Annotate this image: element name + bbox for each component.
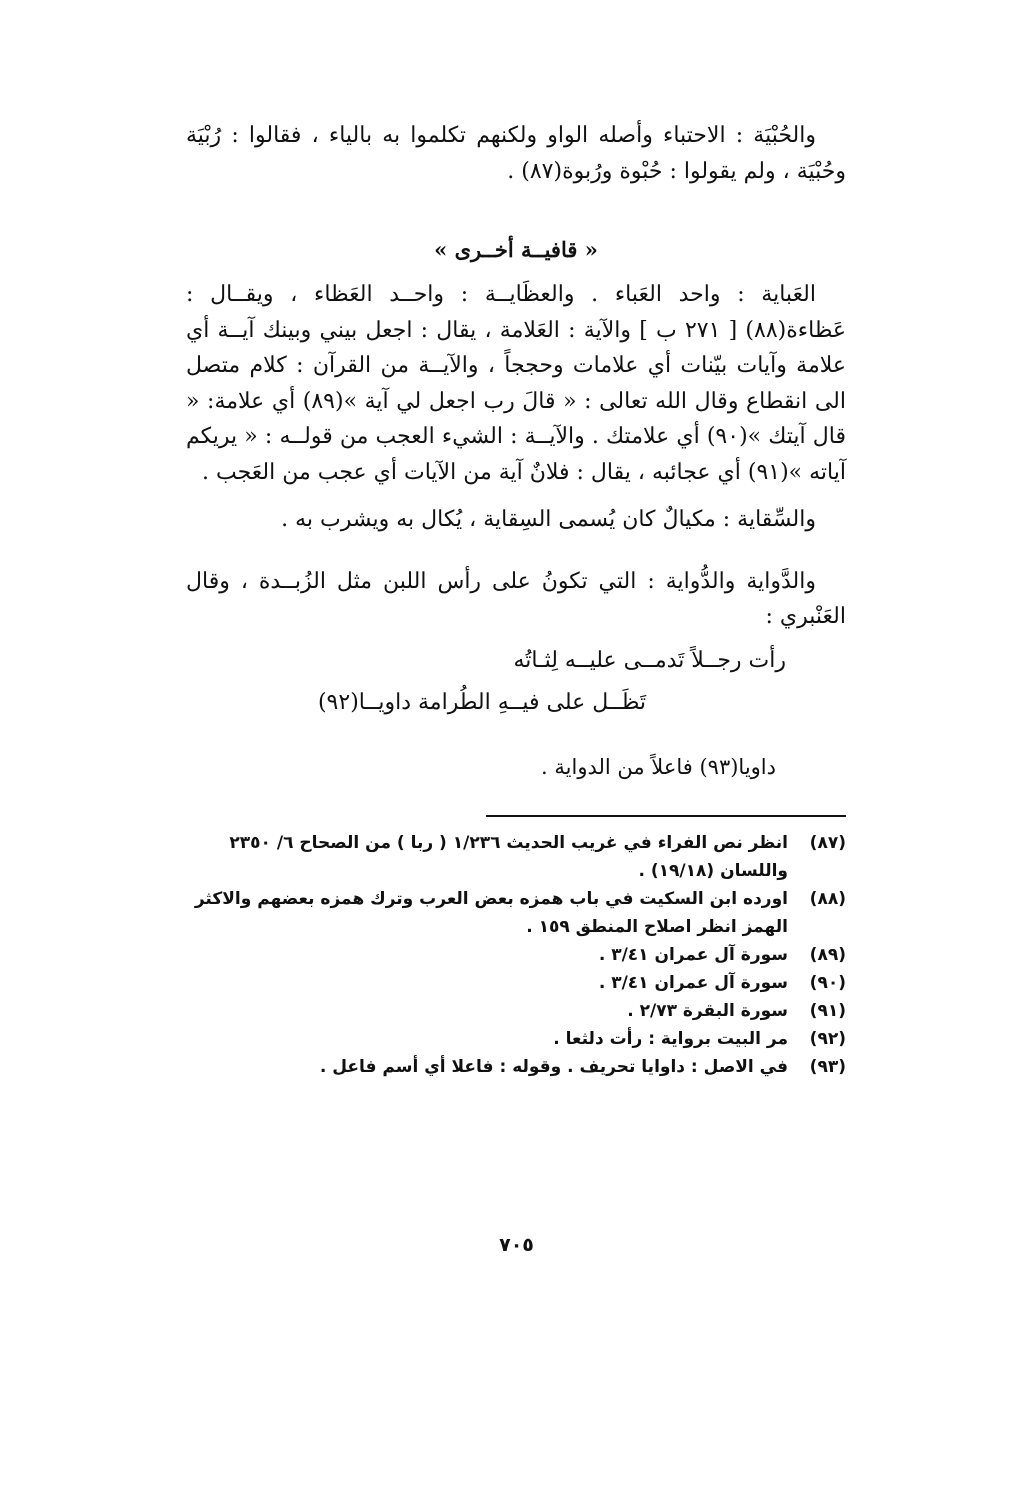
footnote-number: (٩١) <box>809 1000 846 1021</box>
intro-paragraph: والحُبْيَة : الاحتباء وأصله الواو ولكنهم تكلموا به بالياء ، فقالوا : رُبْيَة وحُبْيَة ، ولم يقولوا : حُبْوة ورُبوة(٨٧) . <box>186 123 846 184</box>
footnote-number: (٨٩) <box>809 944 846 965</box>
footnote-text: في الاصل : داوايا تحريف . وقوله : فاعلا أي أسم فاعل . <box>319 1056 788 1077</box>
footnote-89 <box>186 941 846 969</box>
footnote-number: (٩٣) <box>809 1056 846 1077</box>
paragraph-siqaya: والسِّقاية : مكيالٌ كان يُسمى السِقاية ، يُكال به ويشرب به . <box>281 507 816 532</box>
footnote-92 <box>186 1025 846 1053</box>
footnote-text: سورة البقرة ٢/٧٣ . <box>627 1000 788 1021</box>
footnotes <box>186 829 846 1081</box>
page-body <box>186 118 846 1081</box>
footnote-text: مر البيت برواية : رأت دلثعا . <box>553 1028 788 1049</box>
footnote-87 <box>186 829 846 885</box>
paragraph-dawaya: والدَّواية والدُّواية : التي تكونُ على رأس اللبن مثل الزُبــدة ، وقال العَنْبري : <box>186 568 846 629</box>
page-number: ٧٠٥ <box>499 1234 534 1256</box>
footnote-number: (٩٢) <box>809 1028 846 1049</box>
footnote-93 <box>186 1053 846 1081</box>
footnote-number: (٨٨) <box>809 888 846 909</box>
footnote-number: (٨٧) <box>809 832 846 853</box>
footnote-divider <box>486 815 846 817</box>
footnote-text: انظر نص الفراء في غريب الحديث ١/٢٣٦ ( ربا ) من الصحاح ٦/ ٢٣٥٠ واللسان (١٩/١٨) . <box>229 832 788 881</box>
paragraph-abaya: العَباية : واحد العَباء . والعظَايــة : واحــد العَظاء ، ويقــال : عَظاءة(٨٨) [ ٢٧١ ب ] والآية : العَلامة ، يقال : اجعل بيني وبينك آيــة أي علامة وآيات بيّنات أي علامات وحججاً ، والآيــة من القرآن : كلام متصل الى انقطاع وقال الله تعالى : « قالَ رب اجعل لي آية »(٨٩) أي علامة: « قال آيتك »(٩٠) أي علامتك . والآيــة : الشيء العجب من قولــه : « يريكم آياته »(٩١) أي عجائبه ، يقال : فلانٌ آية من الآيات أي عجب من العَجب . <box>186 282 847 485</box>
section-heading: « قافيــة أخــرى » <box>434 237 598 262</box>
footnote-number: (٩٠) <box>809 972 846 993</box>
footnote-text: اورده ابن السكيت في باب همزه بعض العرب وترك همزه بعضهم والاكثر الهمز انظر اصلاح المنطق ١٥٩ . <box>194 888 788 937</box>
footnote-91 <box>186 997 846 1025</box>
footnote-90 <box>186 969 846 997</box>
footnote-88 <box>186 885 846 941</box>
footnote-text: سورة آل عمران ٣/٤١ . <box>598 972 788 993</box>
verse-line-1: رأت رجــلاً تَدمــى عليــه لِثـاتُه <box>513 647 786 673</box>
verse-note: داويا(٩٣) فاعلاً من الدواية . <box>541 754 776 779</box>
footnote-text: سورة آل عمران ٣/٤١ . <box>598 944 788 965</box>
verse-line-2: تَظَــل على فيــهِ الطُرامة داويــا(٩٢) <box>317 689 646 715</box>
